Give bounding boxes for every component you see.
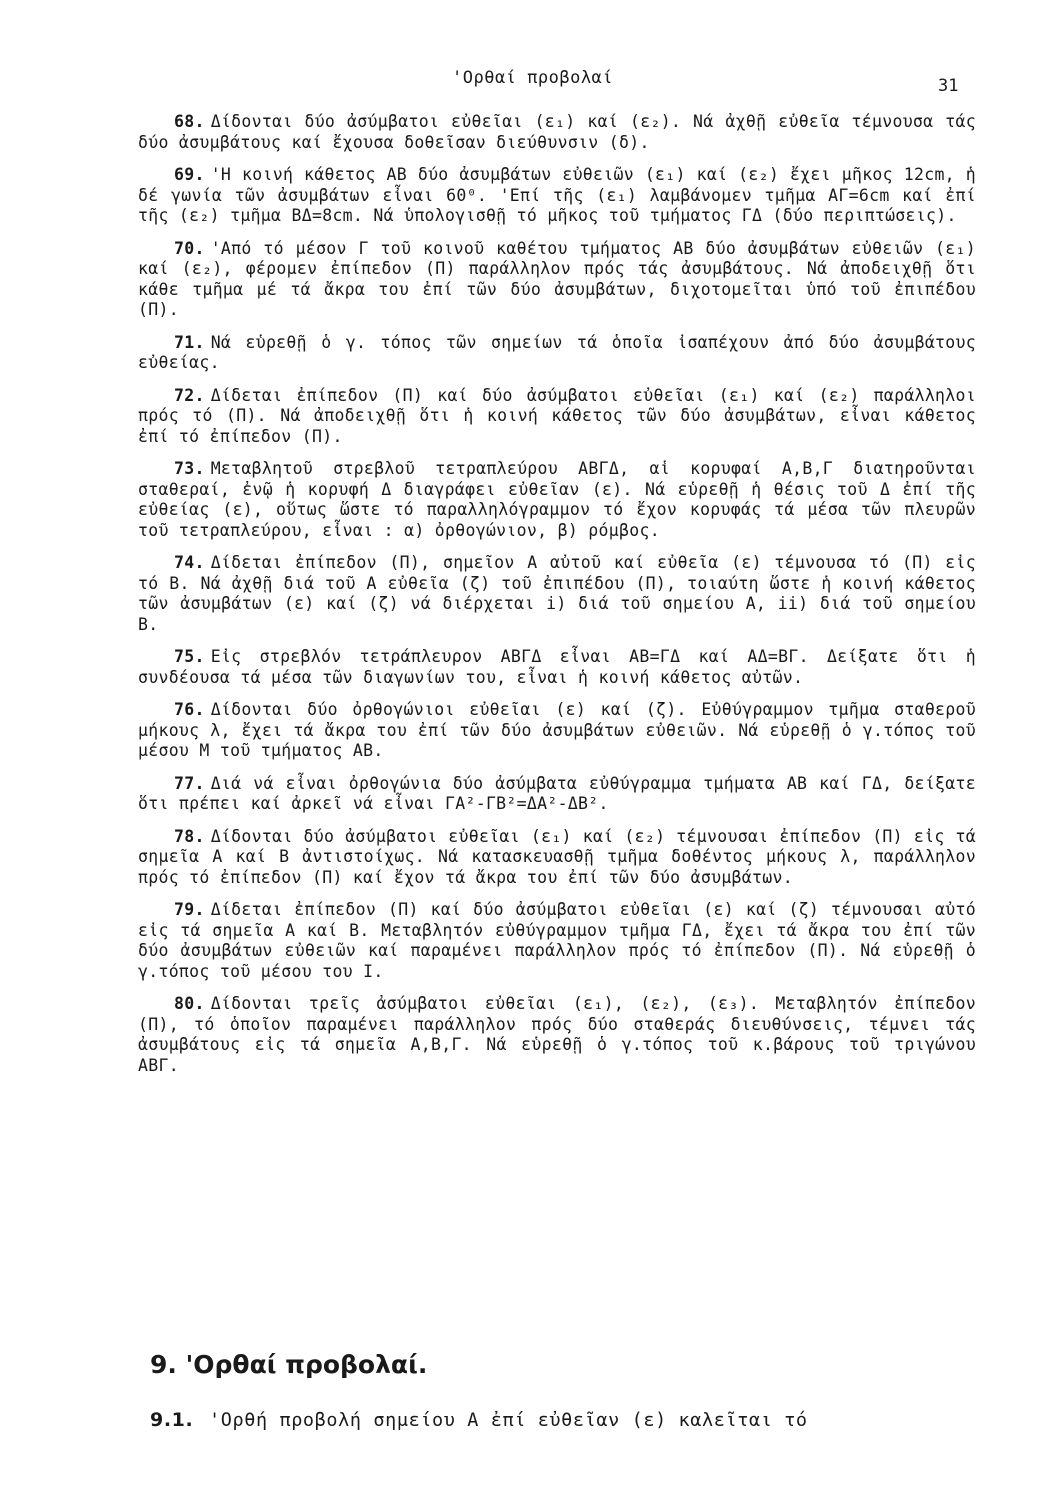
exercise-text: Μεταβλητοῦ στρεβλοῦ τετραπλεύρου ΑΒΓΔ, αἱ κορυφαί Α,Β,Γ διατηροῦνται σταθεραί, ἐνῷ ἡ κορυφή Δ διαγράφει εὐθεῖαν (ε). Νά εὑρεθῇ ἡ θέσις τοῦ Δ ἐπί τῆς εὐθείας (ε), οὕτως ὥστε τό παραλληλόγραμμον τό ἔχον κορυφάς τά μέσα τῶν πλευρῶν τοῦ τετραπλεύρου, εἶναι : α) ὀρθογώνιον, β) ρόμβος. — [138, 459, 976, 540]
exercise-text: 'Από τό μέσον Γ τοῦ κοινοῦ καθέτου τμήματος ΑΒ δύο ἀσυμβάτων εὐθειῶν (ε₁) καί (ε₂), φέρομεν ἐπίπεδον (Π) παράλληλον πρός τάς ἀσυμβάτους. Νά ἀποδειχθῇ ὅτι κάθε τμῆμα μέ τά ἄκρα του ἐπί τῶν δύο ἀσυμβάτων, διχοτομεῖται ὑπό τοῦ ἐπιπέδου (Π). — [138, 238, 976, 319]
exercise-72 — [138, 386, 976, 448]
exercise-73 — [138, 459, 976, 541]
exercise-74 — [138, 553, 976, 635]
exercise-text: Δίδεται ἐπίπεδον (Π), σημεῖον Α αὐτοῦ καί εὐθεῖα (ε) τέμνουσα τό (Π) εἰς τό Β. Νά ἀχθῇ διά τοῦ Α εὐθεῖα (ζ) τοῦ ἐπιπέδου (Π), τοιαύτη ὥστε ἡ κοινή κάθετος τῶν ἀσυμβάτων (ε) καί (ζ) νά διέρχεται i) διά τοῦ σημείου Α, ii) διά τοῦ σημείου Β. — [138, 553, 976, 634]
exercise-text: Δίδονται δύο ἀσύμβατοι εὐθεῖαι (ε₁) καί (ε₂) τέμνουσαι ἐπίπεδον (Π) εἰς τά σημεῖα Α καί Β ἀντιστοίχως. Νά κατασκευασθῇ τμῆμα δοθέντος μήκους λ, παράλληλον πρός τό ἐπίπεδον (Π) καί ἔχον τά ἄκρα του ἐπί τῶν δύο ἀσυμβάτων. — [138, 826, 976, 887]
exercise-text: Νά εὑρεθῇ ὁ γ. τόπος τῶν σημείων τά ὁποῖα ἰσαπέχουν ἀπό δύο ἀσυμβάτους εὐθείας. — [138, 332, 976, 372]
subsection-text: 'Ορθή προβολή σημείου Α ἐπί εὐθεῖαν (ε) καλεῖται τό — [209, 1410, 808, 1431]
exercise-68 — [138, 112, 976, 153]
exercise-77 — [138, 774, 976, 815]
exercise-number: 74. — [174, 553, 205, 572]
exercise-number: 73. — [174, 459, 205, 478]
exercise-80 — [138, 994, 976, 1076]
exercise-number: 80. — [174, 994, 205, 1013]
exercise-number: 70. — [174, 238, 205, 258]
exercise-text: Εἰς στρεβλόν τετράπλευρον ΑΒΓΔ εἶναι ΑΒ=ΓΔ καί ΑΔ=ΒΓ. Δείξατε ὅτι ἡ συνδέουσα τά μέσα τῶν διαγωνίων του, εἶναι ἡ κοινή κάθετος αὐτῶν. — [138, 647, 976, 687]
exercise-number: 75. — [174, 647, 205, 666]
exercise-number: 76. — [174, 700, 205, 719]
exercise-list — [138, 112, 976, 1088]
exercise-number: 68. — [174, 112, 205, 131]
exercise-number: 79. — [174, 900, 205, 919]
exercise-78 — [138, 827, 976, 889]
exercise-number: 77. — [174, 773, 205, 793]
exercise-75 — [138, 647, 976, 688]
page-number: 31 — [938, 76, 959, 96]
exercise-71 — [138, 333, 976, 374]
exercise-text: Διά νά εἶναι ὀρθογώνια δύο ἀσύμβατα εὐθύγραμμα τμήματα ΑΒ καί ΓΔ, δείξατε ὅτι πρέπει καί ἀρκεῖ νά εἶναι ΓΑ²-ΓΒ²=ΔΑ²-ΔΒ². — [138, 773, 976, 813]
exercise-text: Δίδονται τρεῖς ἀσύμβατοι εὐθεῖαι (ε₁), (ε₂), (ε₃). Μεταβλητόν ἐπίπεδον (Π), τό ὁποῖον παραμένει παράλληλον πρός δύο σταθεράς διευθύνσεις, τέμνει τάς ἀσυμβάτους εἰς τά σημεῖα Α,Β,Γ. Νά εὑρεθῇ ὁ γ.τόπος τοῦ κ.βάρους τοῦ τριγώνου ΑΒΓ. — [138, 994, 976, 1075]
exercise-number: 78. — [174, 826, 205, 846]
page-header — [0, 68, 1055, 98]
running-title: 'Ορθαί προβολαί — [452, 68, 614, 88]
exercise-76 — [138, 700, 976, 762]
exercise-text: Δίδονται δύο ὀρθογώνιοι εὐθεῖαι (ε) καί (ζ). Εὐθύγραμμον τμῆμα σταθεροῦ μήκους λ, ἔχει τά ἄκρα του ἐπί τῶν δύο ἀσυμβάτων εὐθειῶν. Νά εὑρεθῇ ὁ γ.τόπος τοῦ μέσου Μ τοῦ τμήματος ΑΒ. — [138, 700, 976, 760]
exercise-number: 71. — [174, 332, 205, 352]
section-heading: 9. 'Ορθαί προβολαί. — [150, 1350, 428, 1379]
subsection-number: 9.1. — [150, 1409, 194, 1431]
exercise-text: Δίδονται δύο ἀσύμβατοι εὐθεῖαι (ε₁) καί (ε₂). Νά ἀχθῇ εὐθεῖα τέμνουσα τάς δύο ἀσυμβάτους καί ἔχουσα δοθεῖσαν διεύθυνσιν (δ). — [138, 112, 976, 152]
exercise-text: Δίδεται ἐπίπεδον (Π) καί δύο ἀσύμβατοι εὐθεῖαι (ε) καί (ζ) τέμνουσαι αὐτό εἰς τά σημεῖα Α καί Β. Μεταβλητόν εὐθύγραμμον τμῆμα ΓΔ, ἔχει τά ἄκρα του ἐπί τῶν δύο ἀσυμβάτων εὐθειῶν καί παραμένει παράλληλον πρός τό ἐπίπεδον (Π). Νά εὑρεθῇ ὁ γ.τόπος τοῦ μέσου του Ι. — [138, 900, 976, 981]
exercise-number: 69. — [174, 165, 205, 184]
exercise-69 — [138, 165, 976, 227]
exercise-text: Δίδεται ἐπίπεδον (Π) καί δύο ἀσύμβατοι εὐθεῖαι (ε₁) καί (ε₂) παράλληλοι πρός τό (Π). Νά ἀποδειχθῇ ὅτι ἡ κοινή κάθετος τῶν δύο ἀσυμβάτων, εἶναι κάθετος ἐπί τό ἐπίπεδον (Π). — [138, 385, 976, 446]
exercise-number: 72. — [174, 385, 205, 405]
exercise-70 — [138, 239, 976, 321]
exercise-79 — [138, 900, 976, 982]
exercise-text: 'Η κοινή κάθετος ΑΒ δύο ἀσυμβάτων εὐθειῶν (ε₁) καί (ε₂) ἔχει μῆκος 12cm, ἡ δέ γωνία τῶν ἀσυμβάτων εἶναι 60⁰. 'Επί τῆς (ε₁) λαμβάνομεν τμῆμα ΑΓ=6cm καί ἐπί τῆς (ε₂) τμῆμα ΒΔ=8cm. Νά ὑπολογισθῇ τό μῆκος τοῦ τμήματος ΓΔ (δύο περιπτώσεις). — [138, 165, 976, 225]
subsection-paragraph — [150, 1408, 990, 1433]
